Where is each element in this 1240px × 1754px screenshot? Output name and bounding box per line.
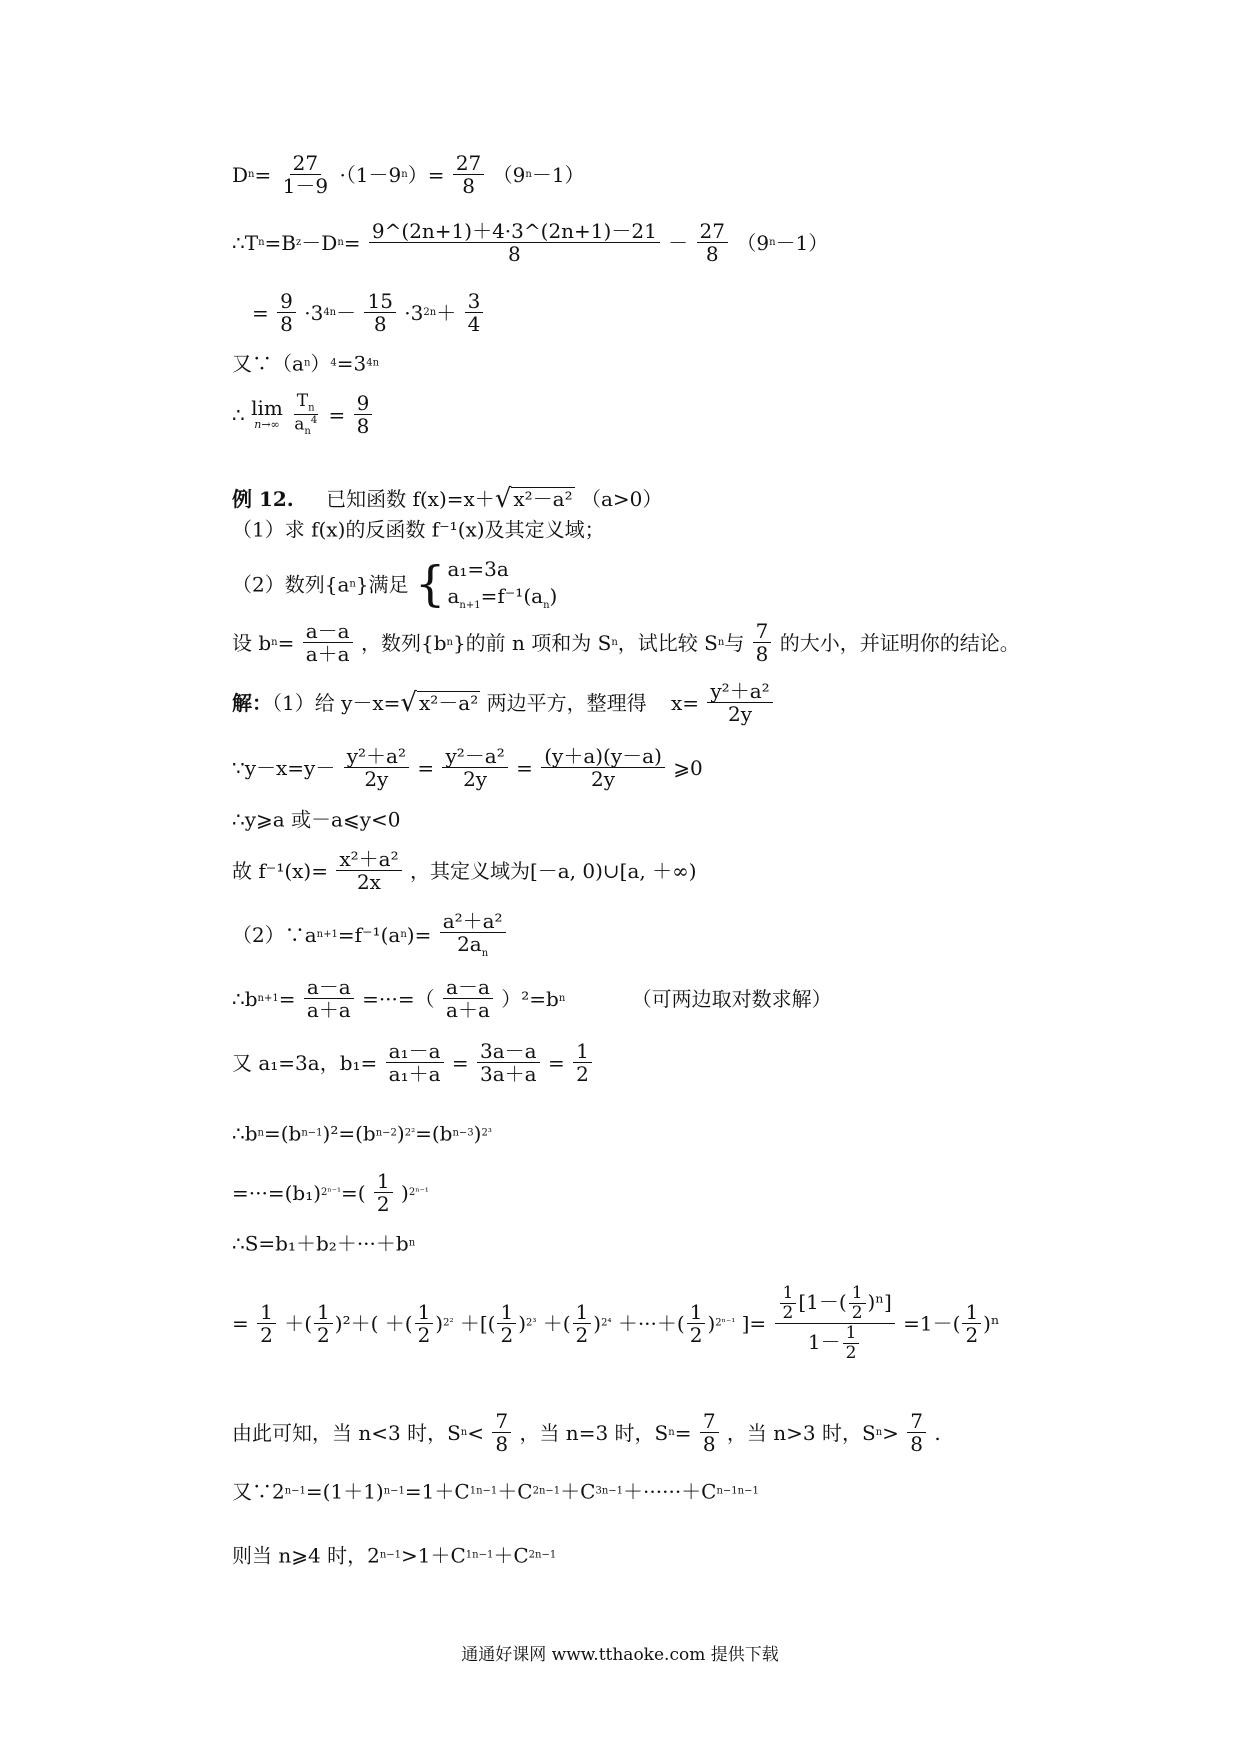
question-3: 设 bn= $\frac{a-a}{a+a}$ ，数列{bn}的前 n 项和为 Sn，试比较 Sn与 $\frac{7}{8}$ 的大小，并证明你的结论。 (232, 619, 1020, 667)
solution-step-1: 解：（1）给 y－x=√ x²－a² 两边平方，整理得 x= $\frac{\text{y²＋a²}}{2y}$ (232, 680, 775, 726)
solution-step-4: 故 f⁻¹(x)= $\frac{\text{x²＋a²}}{2x}$ ，其定义域为[－a, 0)∪[a, ＋∞) (232, 847, 697, 895)
solution-step-6: ∴bn+1= $\frac{a-a}{a+a}$ =···=（ $\frac{a-a}{a+a}$ ）²=bn （可两边取对数求解） (232, 975, 832, 1023)
question-2: （2）数列{an}满足 { a₁=3a $a_{n+1}=f^{-1}(a_n)$ (232, 556, 558, 613)
example-12-heading: 例 12. 已知函数 f(x)=x＋√ x²－a² （a>0） (232, 484, 663, 514)
solution-step-12: 由此可知，当 n<3 时，Sn< $\frac{7}{8}$ ，当 n=3 时，Sn= $\frac{7}{8}$ ，当 n>3 时，Sn> $\frac{7}{8}$ . (232, 1409, 941, 1457)
eq-tn: ∴Tn=Bz－Dn= $\frac{9\^{}(2n+1)+4\cdot 3\^{}(2n+1)-21}{8}$ － $\frac{27}{8}$ （9n－1） (232, 219, 829, 267)
eq-an4: 又∵（an）4=34n (232, 351, 380, 376)
solution-step-14: 则当 n⩾4 时，2n−1>1＋C1n−1＋C2n−1 (232, 1543, 557, 1568)
solution-step-13: 又∵2n−1=(1＋1)n−1=1＋C1n−1＋C2n−1＋C3n−1＋······＋Cn−1n−1 (232, 1479, 759, 1504)
eq-tn-simplified: = $\frac{9}{8}$ ·34n－ $\frac{15}{8}$ ·32n＋ $\frac{3}{4}$ (252, 290, 485, 336)
question-1: （1）求 f(x)的反函数 f⁻¹(x)及其定义域； (232, 517, 605, 542)
solution-step-5: （2）∵an+1=f⁻¹(an)= $\frac{\text{a²＋a²}}{2a_n}$ (232, 910, 508, 960)
solution-step-3: ∴y⩾a 或－a⩽y<0 (232, 807, 401, 832)
solution-step-10: ∴S=b₁＋b₂＋···＋bn (232, 1231, 416, 1256)
solution-step-9: =···=(b₁)2ⁿ⁻¹=( $\frac{1}{2}$ )2ⁿ⁻¹ (232, 1169, 429, 1217)
solution-step-7: 又 a₁=3a，b₁= $\frac{\text{a₁－a}}{\text{a₁＋a}}$ = $\frac{3a-a}{3a+a}$ = $\frac{1}{2}$ (232, 1040, 594, 1086)
solution-step-2: ∵y－x=y－ $\frac{\text{y²＋a²}}{2y}$ = $\frac{\text{y²－a²}}{2y}$ = $\frac{(y+a)(y-a)}{2y}$ ⩾0 (232, 744, 703, 792)
solution-step-8: ∴bn=(bn−1)²=(bn−2)2²=(bn−3)2³ (232, 1121, 492, 1146)
solution-step-11: = $\frac{1}{2}$ ＋( $\frac{1}{2}$ )²＋( ＋( $\frac{1}{2}$ )2² ＋[( $\frac{1}{2}$ )2³ ＋( $\frac{1}{2}$ )2⁴ ＋···＋( $\frac{1}{2}$ )2ⁿ⁻¹ ]= $\frac{1}{2}$ [1－( $\frac{1}{2}$ )ⁿ] 1－ $\frac{1}{2}$ =1－( $\frac{1}{2}$ )ⁿ (232, 1283, 1000, 1364)
eq-limit: ∴ lim n→∞ $\frac{T_n}{a_n^4}$ = $\frac{9}{8}$ (232, 392, 374, 438)
page-footer: 通通好课网 www.tthaoke.com 提供下载 (461, 1645, 779, 1665)
eq-dn: Dn= $\frac{27}{1-9}$ ·（1－9n）= $\frac{27}{8}$ （9n－1） (232, 151, 585, 199)
